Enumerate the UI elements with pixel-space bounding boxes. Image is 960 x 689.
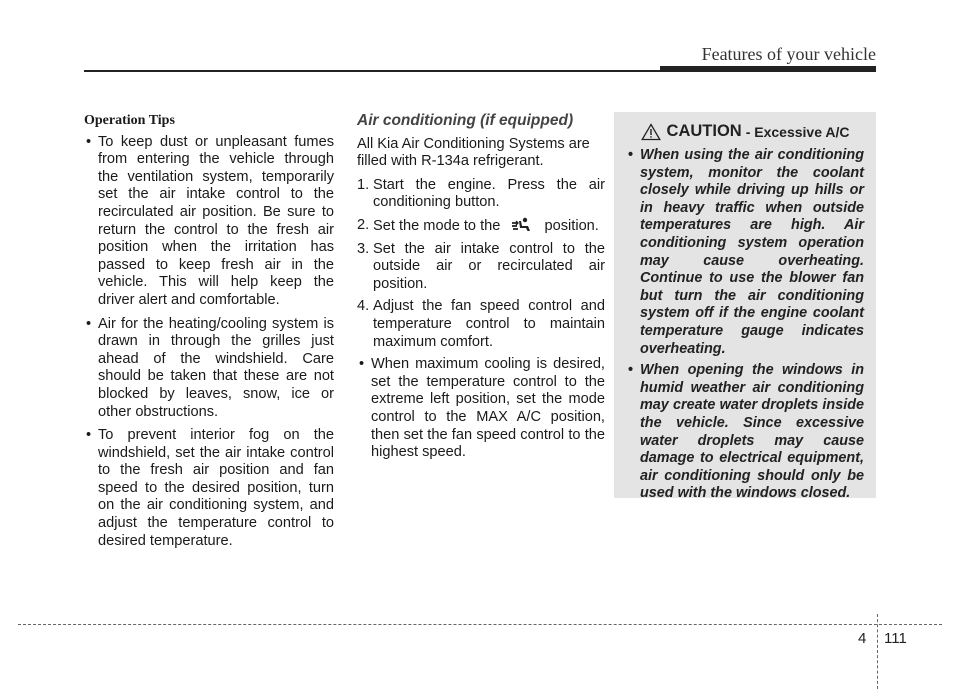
footer-divider xyxy=(877,614,878,689)
caution-header xyxy=(626,122,864,141)
step-text-before: Set the mode to the xyxy=(373,217,501,234)
air-conditioning-steps xyxy=(357,177,605,351)
page-number: 111 xyxy=(884,630,907,647)
caution-item: • When opening the windows in humid weather air conditioning may create water droplets inside the vehicle. Since excessive water droplets may cause damage to electrical equipment, air conditioning should only be used with the windows closed. xyxy=(626,362,864,503)
caution-title: CAUTION xyxy=(666,122,742,140)
step-number: 2. xyxy=(357,216,370,233)
step-item xyxy=(357,241,605,294)
list-item: • To keep dust or unpleasant fumes from entering the vehicle through the ventilation system, temporarily set the air intake control to the recirculated air position. Be sure to return the control to the fresh air position when the irritation has passed to keep fresh air in the vehicle. This will help keep the driver alert and comfortable. xyxy=(84,134,334,310)
list-item: • When maximum cooling is desired, set the temperature control to the extreme left position, set the mode control to the MAX A/C position, then set the fan speed control to the highest speed. xyxy=(357,356,605,462)
operation-tips-column xyxy=(84,112,334,556)
running-header-title: Features of your vehicle xyxy=(701,44,876,64)
step-text: Start the engine. Press the air conditioning button. xyxy=(373,176,605,211)
operation-tips-heading: Operation Tips xyxy=(84,113,175,128)
step-number: 4. xyxy=(357,298,370,315)
caution-box xyxy=(614,112,876,502)
header-rule-accent xyxy=(660,66,876,72)
floor-defrost-mode-icon xyxy=(510,217,534,233)
chapter-number: 4 xyxy=(858,630,867,647)
step-text: Set the air intake control to the outside air or recirculated air position. xyxy=(373,240,605,292)
air-conditioning-bullets xyxy=(357,356,605,462)
air-conditioning-column xyxy=(357,112,605,468)
air-conditioning-heading: Air conditioning (if equipped) xyxy=(357,112,574,129)
caution-list xyxy=(626,147,864,503)
step-text-after: position. xyxy=(544,217,599,234)
step-item xyxy=(357,217,605,236)
operation-tips-list xyxy=(84,134,334,551)
step-number: 3. xyxy=(357,240,370,257)
step-item xyxy=(357,177,605,212)
warning-triangle-icon xyxy=(641,123,661,141)
caution-subtitle: - Excessive A/C xyxy=(745,123,850,140)
caution-item: • When using the air conditioning system, monitor the coolant closely while driving up hills or in heavy traffic when outside temperatures are high. Air conditioning system operation may cause overheating. Continue to use the blower fan but turn the air conditioning system off if the engine coolant temperature gauge indicates overheating. xyxy=(626,147,864,358)
step-text: Adjust the fan speed control and temperature control to maintain maximum comfort. xyxy=(373,298,605,350)
list-item: • Air for the heating/cooling system is drawn in through the grilles just ahead of the windshield. Care should be taken that these are not blocked by leaves, snow, ice or other obstructions. xyxy=(84,316,334,422)
list-item: • To prevent interior fog on the windshield, set the air intake control to the fresh air position and fan speed to the desired position, turn on the air conditioning system, and adjust the temperature control to desired temperature. xyxy=(84,427,334,550)
air-conditioning-intro: All Kia Air Conditioning Systems are filled with R-134a refrigerant. xyxy=(357,135,590,170)
step-item xyxy=(357,298,605,351)
step-number: 1. xyxy=(357,176,370,193)
footer-rule xyxy=(18,624,942,625)
